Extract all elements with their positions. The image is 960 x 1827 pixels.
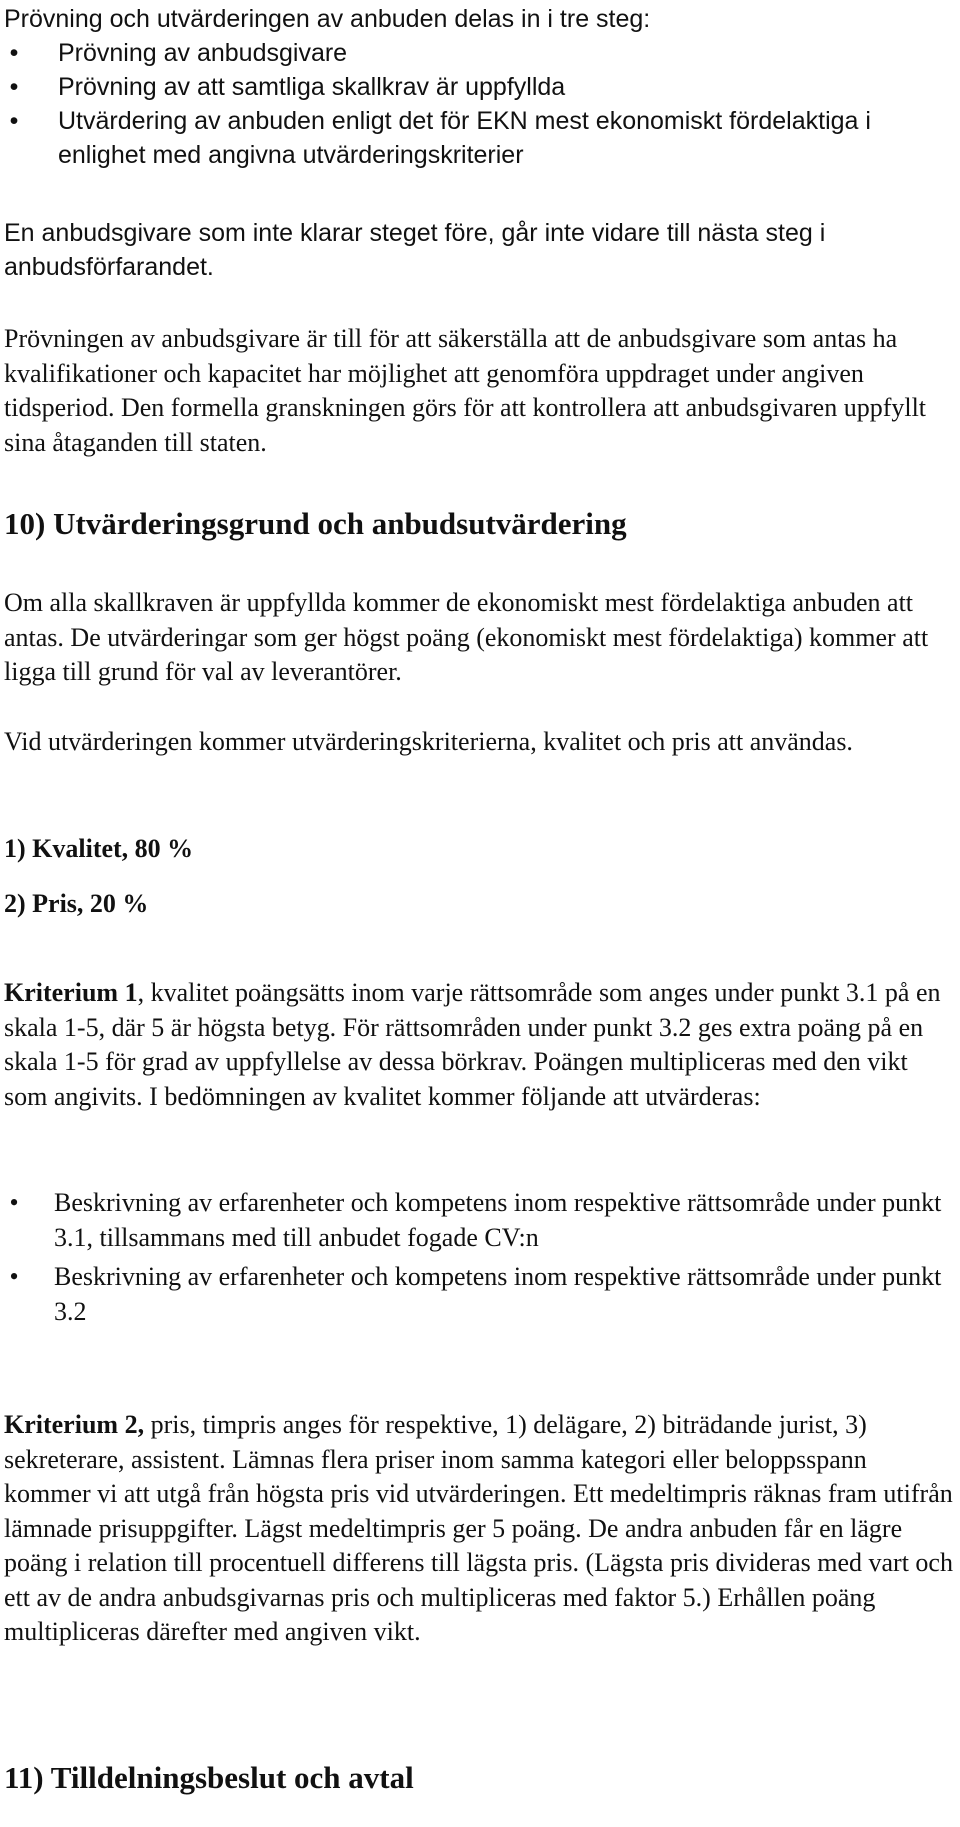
kriterium-1-list [0,1186,950,1334]
kriterium-2-label: Kriterium 2, [4,1410,145,1439]
section-10-title: 10) Utvärderingsgrund och anbudsutvärdering [4,506,627,541]
list-item: • Prövning av att samtliga skallkrav är uppfyllda [0,70,950,104]
criterion-price: 2) Pris, 20 % [4,889,149,918]
list-item: • Prövning av anbudsgivare [0,36,950,70]
section-10-paragraph-2: Vid utvärderingen kommer utvärderingskriterierna, kvalitet och pris att användas. [4,727,853,756]
section-10-paragraph-1: Om alla skallkraven är uppfyllda kommer de ekonomiskt mest fördelaktiga anbuden att antas. De utvärderingar som ger högst poäng (ekonomiskt mest fördelaktiga) kommer att ligga till grund för val av leverantörer. [4,588,929,686]
bullet-icon: • [9,39,19,67]
criterion-quality: 1) Kvalitet, 80 % [4,834,194,863]
list-item: • Beskrivning av erfarenheter och kompetens inom respektive rättsområde under punkt 3.1, tillsammans med till anbudet fogade CV:n [0,1186,950,1255]
section-11-title: 11) Tilldelningsbeslut och avtal [4,1760,414,1795]
bullet-icon: • [9,73,19,101]
intro-note: En anbudsgivare som inte klarar steget före, går inte vidare till nästa steg i anbudsförfarandet. [4,219,826,281]
bullet-icon: • [9,1262,19,1291]
list-item: • Utvärdering av anbuden enligt det för EKN mest ekonomiskt fördelaktiga i enlighet med angivna utvärderingskriterier [0,104,918,172]
kriterium-2-paragraph: Kriterium 2, pris, timpris anges för respektive, 1) delägare, 2) biträdande jurist, 3) sekreterare, assistent. Lämnas flera priser inom samma kategori eller beloppsspann kommer vi att utgå från högsta pris vid utvärderingen. Ett medeltimpris räknas fram utifrån lämnade prisuppgifter. Lägst medeltimpris ger 5 poäng. De andra anbuden får en lägre poäng i relation till procentuell differens till lägsta pris. (Lägsta pris divideras med vart och ett av de andra anbudsgivarnas pris och multipliceras med faktor 5.) Erhållen poäng multipliceras därefter med angiven vikt. [4,1410,953,1646]
steps-list [0,36,950,172]
intro-heading: Prövning och utvärderingen av anbuden delas in i tre steg: [4,5,651,33]
provning-paragraph: Prövningen av anbudsgivare är till för att säkerställa att de anbudsgivare som antas ha kvalifikationer och kapacitet har möjlighet att genomföra uppdraget under angiven tidsperiod. Den formella granskningen görs för att kontrollera att anbudsgivaren uppfyllt sina åtaganden till staten. [4,324,927,457]
bullet-icon: • [9,107,19,135]
kriterium-1-paragraph: Kriterium 1, kvalitet poängsätts inom varje rättsområde som anges under punkt 3.1 på en skala 1-5, där 5 är högsta betyg. För rättsområden under punkt 3.2 ges extra poäng på en skala 1-5 för grad av uppfyllelse av dessa börkrav. Poängen multipliceras med den vikt som angivits. I bedömningen av kvalitet kommer följande att utvärderas: [4,978,941,1111]
bullet-icon: • [9,1188,19,1217]
kriterium-1-label: Kriterium 1 [4,978,138,1007]
list-item: • Beskrivning av erfarenheter och kompetens inom respektive rättsområde under punkt 3.2 [0,1260,950,1329]
